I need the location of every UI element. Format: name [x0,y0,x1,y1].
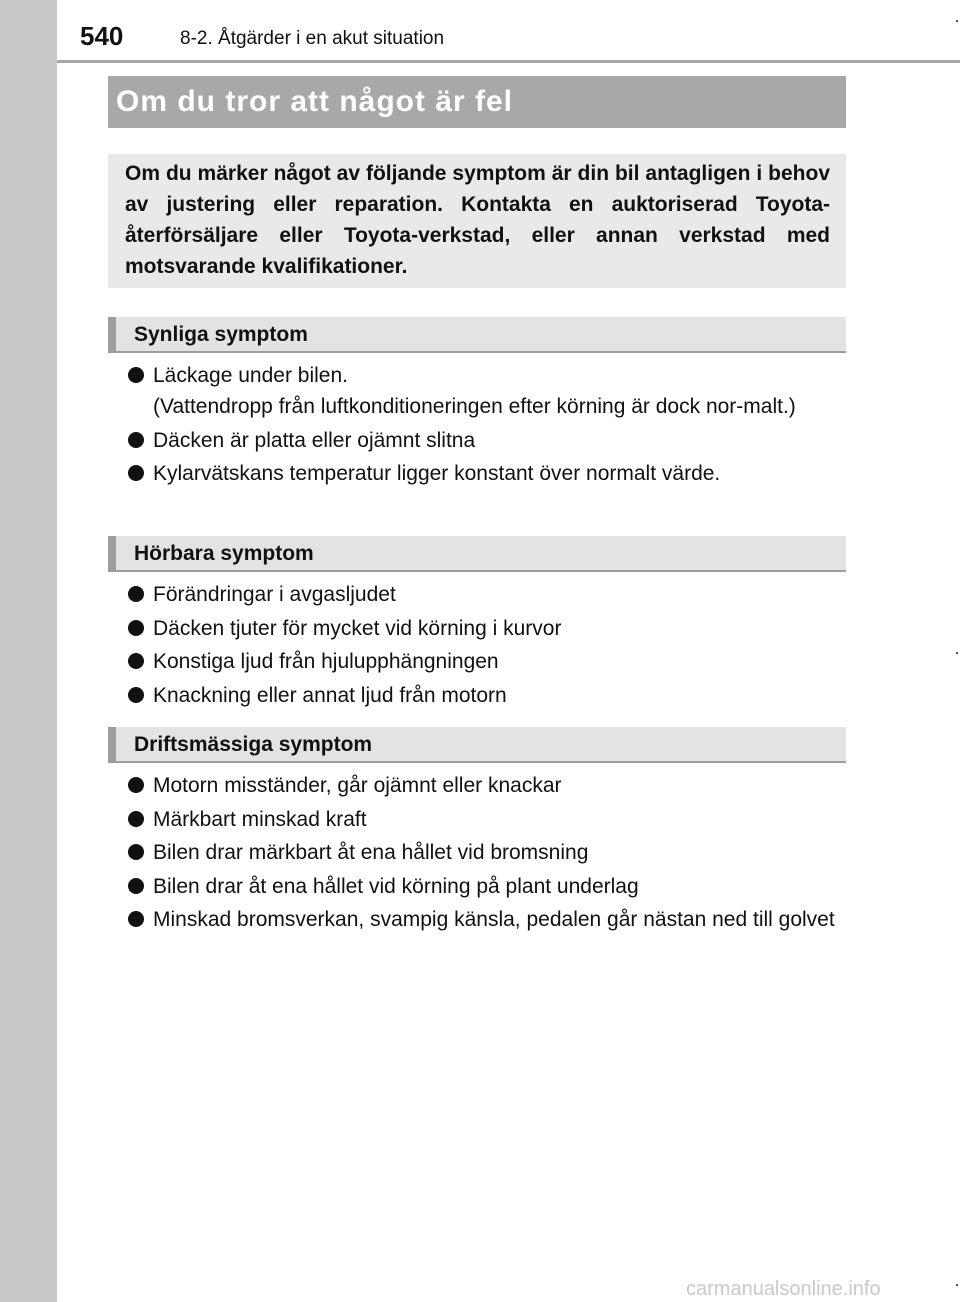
list-item-text: Läckage under bilen. [153,364,348,387]
list-item [128,579,840,610]
operational-symptoms-list [128,770,840,938]
bullet-dot-icon [128,687,144,703]
bullet-dot-icon [128,367,144,383]
list-item-text: Däcken tjuter för mycket vid körning i kurvor [153,616,562,640]
list-item [128,613,840,644]
list-item [128,360,840,422]
list-item [128,680,840,711]
bullet-dot-icon [128,620,144,636]
subheading-text: Driftsmässiga symptom [134,733,373,756]
list-item-text: Förändringar i avgasljudet [153,583,396,606]
list-item [128,804,840,835]
list-item [128,871,840,902]
list-item-text: Bilen drar märkbart åt ena hållet vid bromsning [153,841,589,864]
list-item [128,646,840,677]
bullet-dot-icon [128,911,144,927]
bullet-dot-icon [128,878,144,894]
bullet-dot-icon [128,432,144,448]
edge-tick [956,1284,958,1286]
list-item-note: (Vattendropp från luftkonditioneringen efter körning är dock nor-malt.) [153,395,796,418]
visible-symptoms-list [128,360,840,492]
list-item [128,770,840,801]
intro-box: Om du märker något av följande symptom är din bil antagligen i behov av justering eller reparation. Kontakta en auktoriserad Toyota-återförsäljare eller Toyota-verkstad, eller annan verkstad med motsvarande kvalifikationer. [108,154,846,288]
list-item-text: Knackning eller annat ljud från motorn [153,683,507,707]
bullet-dot-icon [128,777,144,793]
subheading-text: Hörbara symptom [134,542,314,565]
bullet-dot-icon [128,811,144,827]
list-item-text: Konstiga ljud från hjulupphängningen [153,650,499,673]
list-item [128,458,840,489]
subheading-visible-symptoms [108,317,846,353]
edge-tick [956,652,958,654]
watermark: carmanualsonline.info [686,1278,881,1300]
edge-tick [956,20,958,22]
subheading-operational-symptoms [108,727,846,763]
audible-symptoms-list [128,579,840,713]
section-title: Om du tror att något är fel [116,85,514,118]
side-strip [0,0,57,1302]
list-item-text: Kylarvätskans temperatur ligger konstant över normalt värde. [153,462,721,485]
list-item [128,837,840,868]
list-item [128,425,840,456]
list-item-text: Minskad bromsverkan, svampig känsla, pedalen går nästan ned till golvet [153,908,835,931]
chapter-title: 8-2. Åtgärder i en akut situation [180,28,445,49]
list-item-text: Däcken är platta eller ojämnt slitna [153,428,476,452]
bullet-dot-icon [128,653,144,669]
list-item-text: Märkbart minskad kraft [153,807,367,831]
bullet-dot-icon [128,465,144,481]
page-number: 540 [80,21,124,51]
list-item-text: Motorn misständer, går ojämnt eller knackar [153,774,562,797]
list-item-text: Bilen drar åt ena hållet vid körning på plant underlag [153,874,639,898]
list-item [128,904,840,935]
header-rule [57,60,960,63]
bullet-dot-icon [128,586,144,602]
bullet-dot-icon [128,844,144,860]
subheading-audible-symptoms [108,536,846,572]
subheading-text: Synliga symptom [134,323,308,346]
